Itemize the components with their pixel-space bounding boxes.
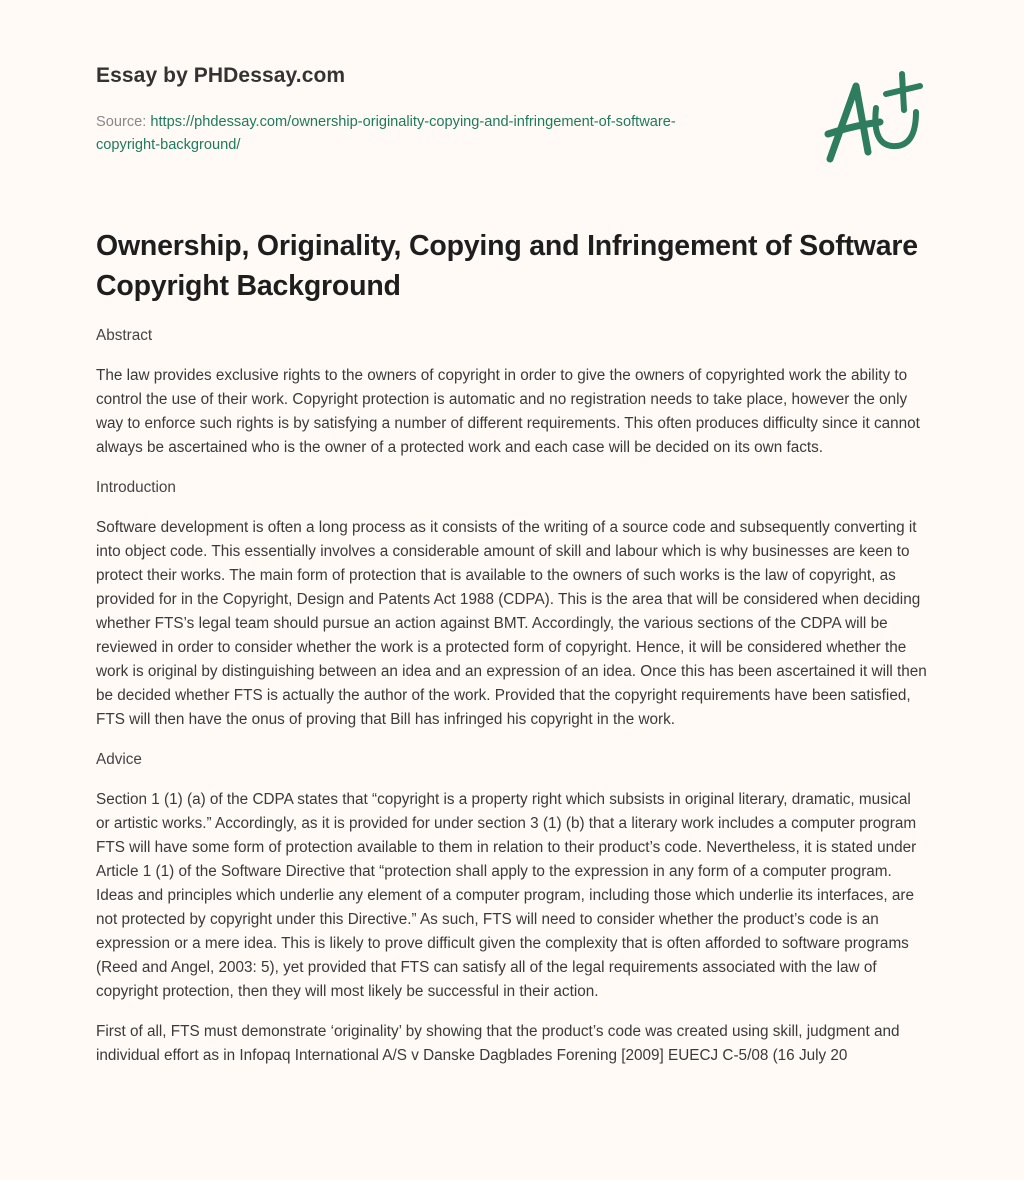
section-heading-introduction: Introduction xyxy=(96,479,176,496)
section-heading-advice: Advice xyxy=(96,751,142,768)
source-label: Source: xyxy=(96,114,151,130)
essay-body xyxy=(96,324,928,1084)
site-title: Essay by PHDessay.com xyxy=(96,64,346,87)
advice-paragraph-2: First of all, FTS must demonstrate ‘originality’ by showing that the product’s code was created using skill, judgment and individual effort as in Infopaq International A/S v Danske Dagblades Forening [2009] EUECJ C-5/08 (16 July 20 xyxy=(96,1023,900,1064)
source-line xyxy=(96,111,716,157)
source-link[interactable]: https://phdessay.com/ownership-originality-copying-and-infringement-of-software-copyright-background/ xyxy=(96,114,676,153)
introduction-paragraph: Software development is often a long process as it consists of the writing of a source code and subsequently converting it into object code. This essentially involves a considerable amount of skill and labour which is why businesses are keen to protect their works. The main form of protection that is available to the owners of such works is the law of copyright, as provided for in the Copyright, Design and Patents Act 1988 (CDPA). This is the area that will be considered when deciding whether FTS’s legal team should pursue an action against BMT. Accordingly, the various sections of the CDPA will be reviewed in order to consider whether the work is a protected form of copyright. Hence, it will be considered whether the work is original by distinguishing between an idea and an expression of an idea. Once this has been ascertained it will then be decided whether FTS is actually the author of the work. Provided that the copyright requirements have been satisfied, FTS will then have the onus of proving that Bill has infringed his copyright in the work. xyxy=(96,519,927,728)
advice-paragraph-1: Section 1 (1) (a) of the CDPA states that “copyright is a property right which subsists in original literary, dramatic, musical or artistic works.” Accordingly, as it is provided for under section 3 (1) (b) that a literary work includes a computer program FTS will have some form of protection available to them in relation to their product’s code. Nevertheless, it is stated under Article 1 (1) of the Software Directive that “protection shall apply to the expression in any form of a computer program. Ideas and principles which underlie any element of a computer program, including those which underlie its interfaces, are not protected by copyright under this Directive.” As such, FTS will need to consider whether the product’s code is an expression or a mere idea. This is likely to prove difficult given the complexity that is often afforded to software programs (Reed and Angel, 2003: 5), yet provided that FTS can satisfy all of the legal requirements associated with the law of copyright protection, then they will most likely be successful in their action. xyxy=(96,791,917,1000)
section-heading-abstract: Abstract xyxy=(96,327,153,344)
essay-title: Ownership, Originality, Copying and Infringement of Software Copyright Background xyxy=(96,230,918,302)
abstract-paragraph: The law provides exclusive rights to the owners of copyright in order to give the owners of copyrighted work the ability to control the use of their work. Copyright protection is automatic and no registration needs to take place, however the only way to enforce such rights is by satisfying a number of different requirements. This often produces difficulty since it cannot always be ascertained who is the owner of a protected work and each case will be decided on its own facts. xyxy=(96,367,920,456)
a-plus-logo-icon xyxy=(824,66,928,166)
